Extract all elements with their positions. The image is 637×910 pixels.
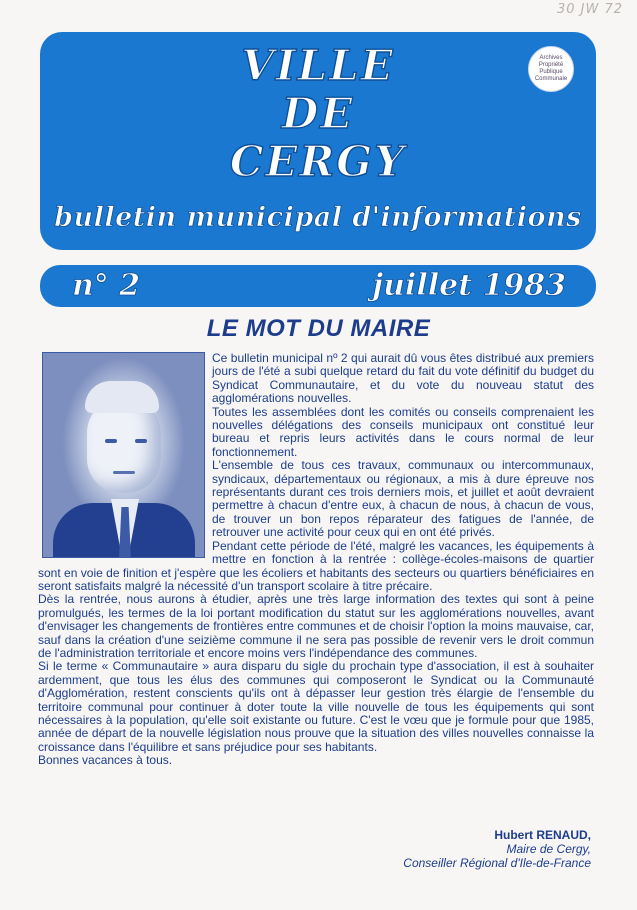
masthead-title-line-3: CERGY [229,137,407,186]
issue-bar [40,265,596,307]
masthead-title-line-1: VILLE [241,41,395,90]
article-paragraph: Dès la rentrée, nous aurons à étudier, après une très large information des textes qui sont à peine promulgués, les termes de la loi portant modification du statut sur les agglomérations nouvelles, avant d'envisager les changements de frontières entre communes et de choisir l'option la moins mauvaise, car, sauf dans la création d'une seizième commune il ne sera pas possible de revenir vers le droit commun de l'administration territoriale et encore moins vers l'indépendance des communes. [38,592,594,660]
issue-number: n° 2 [72,268,141,303]
signature-role-mayor: Maire de Cergy, [506,842,591,856]
article-paragraph: Si le terme « Communautaire » aura disparu du sigle du prochain type d'association, il est à souhaiter ardemment, que tous les élus des communes qui composeront le Syndicat ou la Communauté d'Agglomération, restent conscients qu'ils ont à dépasser leur gestion très élargie de l'ensemble du territoire communal pour continuer à doter toute la ville nouvelle de tous les équipements qui sont nécessaires à la population, qu'elle soit existante ou future. C'est le vœu que je formule pour que 1985, année de départ de la nouvelle législation nous prouve que la situation des villes nouvelles connaisse la croissance dans l'équilibre et sans préjudice pour ses habitants. [38,659,594,754]
stamp-text-4: Communale [534,76,568,82]
handwritten-archive-note: 30 JW 72 [556,2,623,17]
stamp-text-1: Archives [539,55,563,61]
article-paragraph: Ce bulletin municipal nº 2 qui aurait dû vous êtes distribué aux premiers jours de l'été a subi quelque retard du fait du vote définitif du budget du Syndicat Communautaire, et du vote du nouveau statut des agglomérations nouvelles. [212,351,594,406]
masthead-title-line-2: DE [281,89,355,138]
stamp-text-2: Propriété [538,62,564,68]
article-paragraph: Toutes les assemblées dont les comités ou conseils comprenaient les nouvelles délégations des conseils municipaux ont constitué leur bureau et repris leurs activités dans le cours normal de leur fonctionnement. [212,404,594,459]
article-paragraph: Bonnes vacances à tous. [38,753,173,768]
archive-stamp [528,46,574,92]
article-paragraph: Pendant cette période de l'été, malgré les vacances, les équipements à mettre en fonction à la rentrée : collège-écoles-maisons de quartier sont en voie de finition et j'espère que les écoliers et habitants des secteurs ou quartiers bénéficiaires en seront satisfaits malgré la nécessité d'un transport scolaire à titre précaire. [38,538,594,593]
signature-block [403,828,591,870]
masthead-banner [40,32,596,250]
article-body [38,352,594,768]
signature-name: Hubert RENAUD, [494,828,591,842]
stamp-text-3: Publique [539,69,563,75]
signature-role-council: Conseiller Régional d'Ile-de-France [403,856,591,870]
article-paragraph: L'ensemble de tous ces travaux, communaux ou intercommunaux, syndicaux, départementaux ou régionaux, a mis à dure épreuve nos représentants durant ces trois derniers mois, et juillet et août devraient permettre à chacun d'entre eux, à chacun de nous, à chacun de vous, de trouver un bon repos réparateur des fatigues de l'année, de retrouver une activité pour ceux qui en ont été privés. [212,458,594,540]
masthead-subtitle: bulletin municipal d'informations [54,202,582,233]
article-heading: LE MOT DU MAIRE [206,315,431,342]
photo-float-spacer [38,352,212,558]
issue-date: juillet 1983 [372,268,566,303]
